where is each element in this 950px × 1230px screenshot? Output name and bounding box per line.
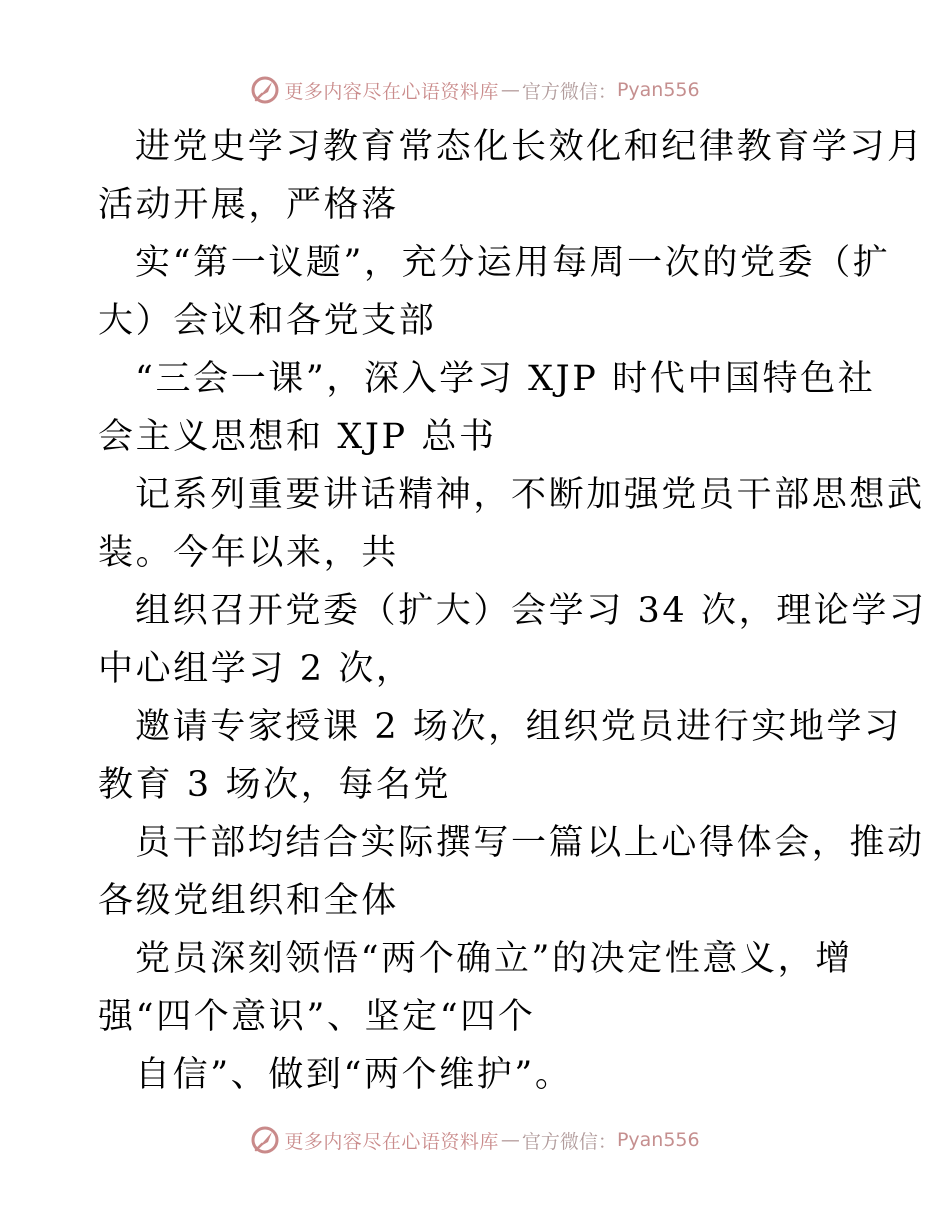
body-text-line: 进党史学习教育常态化长效化和纪律教育学习月	[135, 127, 925, 167]
body-text-line: “三会一课”，深入学习 XJP 时代中国特色社	[135, 359, 876, 399]
body-text-line: 员干部均结合实际撰写一篇以上心得体会，推动	[135, 823, 925, 863]
watermark-brand: 更多内容尽在心语资料库	[284, 1130, 499, 1153]
footer-watermark	[0, 1120, 950, 1160]
body-text-line: 组织召开党委（扩大）会学习 34 次，理论学习	[135, 591, 927, 631]
body-text-line: 自信”、做到“两个维护”。	[135, 1055, 573, 1095]
body-text-line: 大）会议和各党支部	[98, 301, 437, 341]
body-text-line: 装。今年以来，共	[98, 533, 399, 573]
watermark-label: 官方微信：	[521, 80, 617, 103]
document-body	[98, 118, 927, 1104]
quill-logo-icon	[250, 1125, 280, 1155]
body-text-line: 党员深刻领悟“两个确立”的决定性意义，增	[135, 939, 853, 979]
body-text-line: 活动开展，严格落	[98, 185, 399, 225]
body-text-line: 实“第一议题”，充分运用每周一次的党委（扩	[135, 243, 891, 283]
body-text-line: 强“四个意识”、坚定“四个	[98, 997, 536, 1037]
body-text-line: 邀请专家授课 2 场次，组织党员进行实地学习	[135, 707, 902, 747]
body-text-line: 中心组学习 2 次，	[98, 649, 414, 689]
body-text-line: 教育 3 场次，每名党	[98, 765, 452, 805]
quill-logo-icon	[250, 75, 280, 105]
header-watermark	[0, 70, 950, 110]
body-text-line: 各级党组织和全体	[98, 881, 399, 921]
watermark-wechat-id: Pyan556	[616, 1129, 700, 1151]
watermark-label: 官方微信：	[521, 1130, 617, 1153]
body-text-line: 会主义思想和 XJP 总书	[98, 417, 497, 457]
body-text-line: 记系列重要讲话精神，不断加强党员干部思想武	[135, 475, 925, 515]
watermark-brand: 更多内容尽在心语资料库	[284, 80, 499, 103]
watermark-wechat-id: Pyan556	[616, 79, 700, 101]
watermark-dash: —	[500, 79, 520, 101]
watermark-dash: —	[500, 1129, 520, 1151]
